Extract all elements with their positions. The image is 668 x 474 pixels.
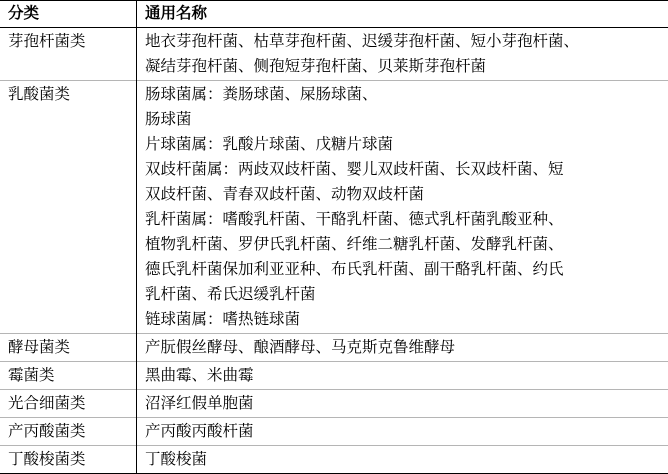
category-cell: 芽孢杆菌类: [0, 28, 137, 81]
names-cell: [137, 390, 668, 418]
header-common-name: 通用名称: [137, 1, 668, 28]
table-row: [0, 390, 668, 418]
category-cell: 酵母菌类: [0, 334, 137, 362]
name-line: 凝结芽孢杆菌、侧孢短芽孢杆菌、贝莱斯芽孢杆菌: [145, 54, 668, 79]
table-row: [0, 362, 668, 390]
table-row: [0, 28, 668, 81]
header-category: 分类: [0, 1, 137, 28]
name-line: 黑曲霉、米曲霉: [145, 363, 668, 388]
category-cell: 乳酸菌类: [0, 81, 137, 334]
table-header-row: [0, 1, 668, 28]
name-line: 沼泽红假单胞菌: [145, 391, 668, 416]
names-cell: [137, 362, 668, 390]
name-line: 链球菌属：嗜热链球菌: [145, 307, 668, 332]
table-row: [0, 81, 668, 334]
name-line: 植物乳杆菌、罗伊氏乳杆菌、纤维二糖乳杆菌、发酵乳杆菌、: [145, 232, 668, 257]
name-line: 地衣芽孢杆菌、枯草芽孢杆菌、迟缓芽孢杆菌、短小芽孢杆菌、: [145, 29, 668, 54]
category-cell: 丁酸梭菌类: [0, 446, 137, 474]
name-line: 丁酸梭菌: [145, 447, 668, 472]
name-line: 双歧杆菌属：两歧双歧杆菌、婴儿双歧杆菌、长双歧杆菌、短: [145, 157, 668, 182]
table-row: [0, 334, 668, 362]
names-cell: [137, 28, 668, 81]
name-line: 双歧杆菌、青春双歧杆菌、动物双歧杆菌: [145, 182, 668, 207]
name-line: 德氏乳杆菌保加利亚亚种、布氏乳杆菌、副干酪乳杆菌、约氏: [145, 257, 668, 282]
names-cell: [137, 334, 668, 362]
name-line: 产丙酸丙酸杆菌: [145, 419, 668, 444]
names-cell: [137, 446, 668, 474]
name-line: 乳杆菌、希氏迟缓乳杆菌: [145, 282, 668, 307]
names-cell: [137, 418, 668, 446]
category-cell: 产丙酸菌类: [0, 418, 137, 446]
name-line: 片球菌属：乳酸片球菌、戊糖片球菌: [145, 132, 668, 157]
category-cell: 光合细菌类: [0, 390, 137, 418]
category-cell: 霉菌类: [0, 362, 137, 390]
name-line: 乳杆菌属：嗜酸乳杆菌、干酪乳杆菌、德式乳杆菌乳酸亚种、: [145, 207, 668, 232]
names-cell: [137, 81, 668, 334]
name-line: 产朊假丝酵母、酿酒酵母、马克斯克鲁维酵母: [145, 335, 668, 360]
table-row: [0, 418, 668, 446]
table-row: [0, 446, 668, 474]
name-line: 肠球菌: [145, 107, 668, 132]
name-line: 肠球菌属：粪肠球菌、屎肠球菌、: [145, 82, 668, 107]
